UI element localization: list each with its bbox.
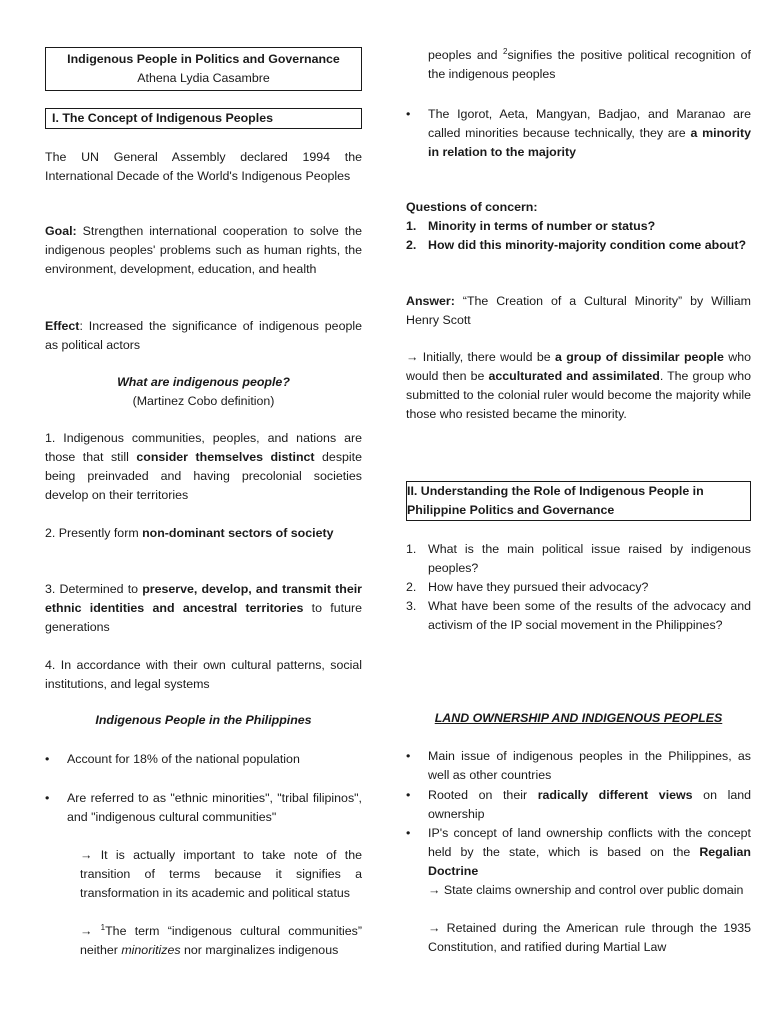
acculturation-emphasis-2: acculturated and assimilated xyxy=(488,369,660,383)
arrow-icon: → xyxy=(428,883,441,897)
continuation-text: peoples and xyxy=(428,48,503,62)
philippines-subheading: Indigenous People in the Philippines xyxy=(95,713,312,727)
acculturation-emphasis-1: a group of dissimilar people xyxy=(554,350,724,364)
section-2-question-2-text: How have they pursued their advocacy? xyxy=(428,580,649,594)
acculturation-text: Initially, there would be xyxy=(418,350,555,364)
minority-groups-emphasis: a minority in relation to the majority xyxy=(428,126,751,159)
answer-paragraph xyxy=(406,292,751,330)
definition-question: What are indigenous people? xyxy=(117,375,290,389)
land-bullet-2-emphasis: radically different views xyxy=(537,788,693,802)
answer-label: Answer: xyxy=(406,294,455,308)
answer-text: “The Creation of a Cultural Minority” by William Henry Scott xyxy=(406,294,751,327)
goal-label: Goal: xyxy=(45,224,77,238)
minority-groups-bullet xyxy=(406,105,751,162)
transition-note-text: It is actually important to take note of the transition of terms because it signifies a transformation in its academic and political status xyxy=(80,848,362,900)
definition-2 xyxy=(45,524,362,543)
definition-3-text-end: to future generations xyxy=(45,601,362,634)
effect-label: Effect xyxy=(45,319,80,333)
document-header-box xyxy=(45,47,362,91)
un-declaration-paragraph: The UN General Assembly declared 1994 the International Decade of the World's Indigenous Peoples xyxy=(45,150,362,183)
document-author: Athena Lydia Casambre xyxy=(137,71,270,85)
definition-source: (Martinez Cobo definition) xyxy=(132,394,275,408)
transition-note xyxy=(80,846,362,903)
definition-3-emphasis: preserve, develop, and transmit their ethnic identities and ancestral territories xyxy=(45,582,362,615)
definition-question-block xyxy=(45,373,362,411)
land-bullet-3-emphasis: Regalian Doctrine xyxy=(428,845,751,878)
regalian-note-1 xyxy=(428,881,751,900)
definition-3-text: 3. Determined to xyxy=(45,582,143,596)
land-bullet-2-text: Rooted on their xyxy=(428,788,538,802)
question-1 xyxy=(406,217,751,236)
section-1-heading: I. The Concept of Indigenous Peoples xyxy=(45,108,362,129)
definition-3 xyxy=(45,580,362,637)
section-2-question-2 xyxy=(406,578,751,597)
terms-bullet: • Are referred to as "ethnic minorities", "tribal filipinos", and "indigenous cultural communities" xyxy=(45,789,362,827)
regalian-note-2-text: Retained during the American rule through the 1935 Constitution, and ratified during Martial Law xyxy=(428,921,751,954)
effect-paragraph xyxy=(45,317,362,355)
population-bullet: • Account for 18% of the national population xyxy=(45,750,362,769)
acculturation-text-mid: who would then be xyxy=(406,350,751,383)
section-2-question-1-number: 1. xyxy=(406,542,417,556)
footnote-1-marker: 1 xyxy=(100,922,106,932)
definition-1 xyxy=(45,429,362,505)
definition-1-text: 1. Indigenous communities, peoples, and nations are those that still xyxy=(45,431,362,464)
arrow-icon: → xyxy=(428,921,441,935)
document-title: Indigenous People in Politics and Governance xyxy=(67,52,340,66)
question-1-text: Minority in terms of number or status? xyxy=(428,219,656,233)
definition-1-emphasis: consider themselves distinct xyxy=(136,450,315,464)
land-bullet-2 xyxy=(406,786,751,824)
arrow-icon: → xyxy=(80,924,93,938)
question-2 xyxy=(406,236,751,255)
regalian-note-2 xyxy=(428,919,751,957)
land-bullet-3 xyxy=(406,824,751,881)
section-2-question-1 xyxy=(406,540,751,578)
definition-2-text: 2. Presently form xyxy=(45,526,143,540)
section-2-question-1-text: What is the main political issue raised by indigenous peoples? xyxy=(428,542,751,575)
land-bullet-3-text: IP's concept of land ownership conflicts with the concept held by the state, which is based on the xyxy=(428,826,751,859)
land-bullet-2-text-end: on land ownership xyxy=(428,788,752,821)
footnote-2-marker: 2 xyxy=(502,46,508,56)
acculturation-text-end: . The group who submitted to the colonial ruler would become the majority while those who resisted became the minority. xyxy=(406,369,751,421)
definition-1-text-end: despite being preinvaded and having precolonial societies develop on their territories xyxy=(45,450,362,502)
regalian-note-1-text: State claims ownership and control over public domain xyxy=(440,883,744,897)
section-2-question-3-number: 3. xyxy=(406,599,417,613)
section-2-heading: II. Understanding the Role of Indigenous People in Philippine Politics and Governance xyxy=(406,481,751,521)
question-2-number: 2. xyxy=(406,238,417,252)
acculturation-paragraph xyxy=(406,348,751,424)
question-1-number: 1. xyxy=(406,219,417,233)
continuation-text-end: signifies the positive political recognition of the indigenous peoples xyxy=(428,48,751,81)
footnote-1-text: The term “indigenous cultural communities” neither xyxy=(80,924,362,957)
goal-text: Strengthen international cooperation to solve the indigenous peoples' problems such as human rights, the environment, development, education, and health xyxy=(45,224,362,276)
questions-heading: Questions of concern: xyxy=(406,200,538,214)
land-ownership-heading: LAND OWNERSHIP AND INDIGENOUS PEOPLES xyxy=(434,711,723,725)
footnote-1 xyxy=(80,922,362,960)
section-2-question-3 xyxy=(406,597,751,635)
minority-groups-text: The Igorot, Aeta, Mangyan, Badjao, and Maranao are called minorities because technically, they are xyxy=(428,107,751,140)
land-bullet-1: • Main issue of indigenous peoples in the Philippines, as well as other countries xyxy=(406,747,751,785)
arrow-icon: → xyxy=(80,848,93,862)
section-2-question-3-text: What have been some of the results of the advocacy and activism of the IP social movement in the Philippines? xyxy=(428,599,751,632)
section-2-question-2-number: 2. xyxy=(406,580,417,594)
definition-2-emphasis: non-dominant sectors of society xyxy=(142,526,334,540)
footnote-1-text-end: nor marginalizes indigenous xyxy=(180,943,339,957)
effect-text: : Increased the significance of indigenous people as political actors xyxy=(45,319,362,352)
footnote-continuation xyxy=(428,46,751,84)
footnote-1-emphasis: minoritizes xyxy=(121,943,181,957)
arrow-icon: → xyxy=(406,350,419,364)
goal-paragraph xyxy=(45,222,362,279)
definition-4: 4. In accordance with their own cultural patterns, social institutions, and legal systems xyxy=(45,658,362,691)
question-2-text: How did this minority-majority condition come about? xyxy=(428,238,747,252)
